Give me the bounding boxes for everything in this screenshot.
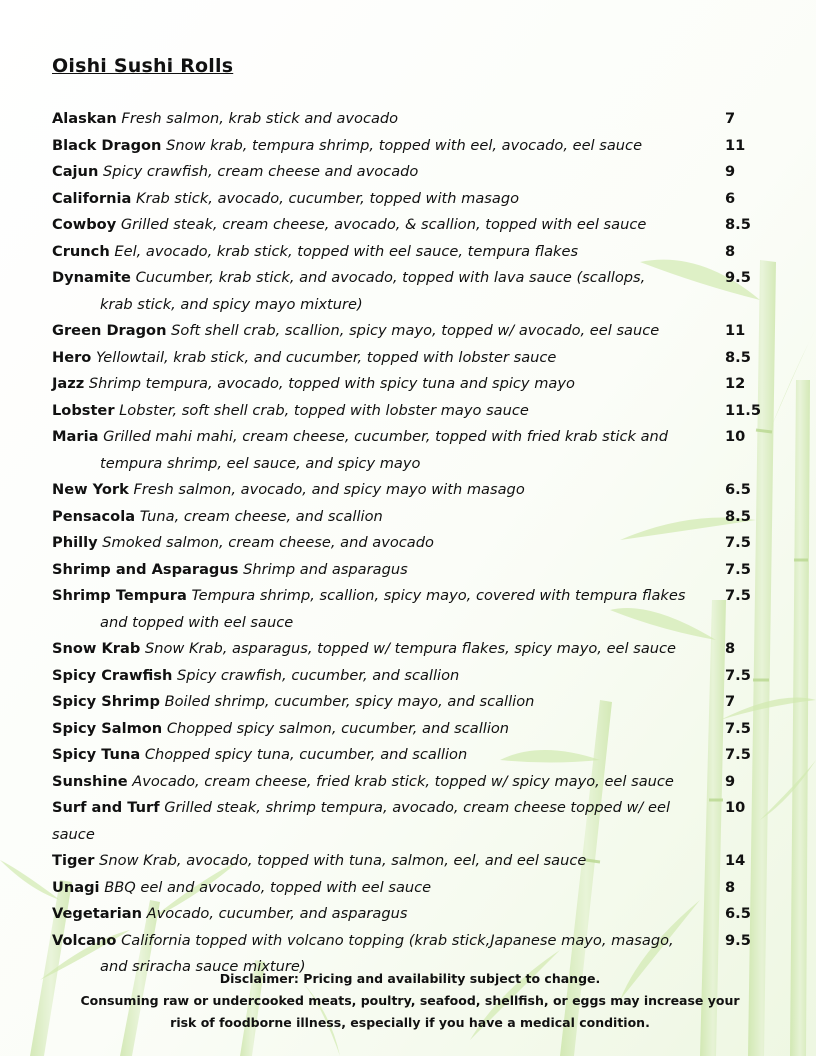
menu-item-name: Dynamite — [52, 269, 131, 286]
menu-item-price: 8.5 — [725, 216, 751, 233]
menu-item — [52, 133, 772, 160]
menu-item-description: Yellowtail, krab stick, and cucumber, topped with lobster sauce — [95, 348, 557, 366]
menu-item-text — [52, 133, 712, 160]
menu-item-text — [52, 504, 712, 531]
menu-item — [52, 530, 772, 557]
menu-item — [52, 636, 772, 663]
menu-item-name: Spicy Tuna — [52, 746, 141, 763]
menu-item — [52, 106, 772, 133]
disclaimer-line-1: Disclaimer: Pricing and availability subject to change. — [219, 971, 601, 986]
menu-item-description: Spicy crawfish, cream cheese and avocado — [102, 163, 419, 180]
menu-item-description: Snow Krab, avocado, topped with tuna, salmon, eel, and eel sauce — [99, 852, 587, 869]
menu-item-name: Surf and Turf — [52, 799, 160, 816]
menu-item-description: Grilled steak, shrimp tempura, avocado, cream cheese topped w/ eel sauce — [52, 799, 670, 843]
menu-item-text — [52, 742, 712, 769]
menu-item — [52, 557, 772, 584]
menu-item-description-continued: krab stick, and spicy mayo mixture) — [100, 295, 363, 313]
menu-item-name: Pensacola — [52, 507, 136, 525]
menu-item-text — [52, 769, 712, 796]
menu-item-price: 10 — [725, 799, 746, 816]
menu-item — [52, 742, 772, 769]
menu-item-text — [52, 239, 712, 266]
menu-item-name: California — [52, 189, 132, 207]
menu-item-description-continued: tempura shrimp, eel sauce, and spicy mayo — [100, 454, 421, 472]
menu-item-description: Chopped spicy salmon, cucumber, and scallion — [166, 719, 510, 737]
menu-item — [52, 689, 772, 716]
menu-item-description: Snow Krab, asparagus, topped w/ tempura flakes, spicy mayo, eel sauce — [144, 640, 677, 657]
menu-item-price: 12 — [725, 375, 746, 392]
menu-item — [52, 371, 772, 398]
menu-list — [52, 106, 772, 981]
menu-item-text — [52, 424, 712, 477]
menu-item-text — [52, 557, 712, 584]
menu-item-text — [52, 663, 712, 690]
menu-item-price: 11 — [725, 136, 746, 154]
menu-item-description: Boiled shrimp, cucumber, spicy mayo, and scallion — [164, 693, 535, 710]
menu-item-price: 14 — [725, 852, 746, 869]
menu-item-name: Hero — [52, 348, 92, 366]
menu-item-name: Snow Krab — [52, 640, 141, 657]
menu-item-description: Fresh salmon, avocado, and spicy mayo with masago — [133, 481, 525, 498]
menu-item-price: 7.5 — [725, 587, 751, 604]
menu-item-description: Shrimp tempura, avocado, topped with spicy tuna and spicy mayo — [88, 375, 575, 392]
disclaimer-line-2: Consuming raw or undercooked meats, poultry, seafood, shellfish, or eggs may increase your — [80, 993, 740, 1008]
menu-item-name: Cajun — [52, 163, 99, 180]
menu-item-price: 9 — [725, 163, 736, 180]
menu-item-name: Vegetarian — [52, 905, 142, 922]
menu-item-description: Shrimp and asparagus — [243, 560, 408, 578]
menu-item-description: BBQ eel and avocado, topped with eel sauce — [104, 878, 432, 896]
menu-item — [52, 663, 772, 690]
menu-item — [52, 769, 772, 796]
menu-item-price: 7.5 — [725, 746, 751, 763]
menu-item-description: Smoked salmon, cream cheese, and avocado — [102, 534, 434, 551]
menu-item-text — [52, 689, 712, 716]
menu-item-text — [52, 636, 712, 663]
menu-item — [52, 504, 772, 531]
menu-item-text — [52, 345, 712, 372]
menu-item-description: Tempura shrimp, scallion, spicy mayo, covered with tempura flakes — [191, 587, 686, 604]
menu-item-price: 10 — [725, 428, 746, 445]
menu-item-description: Soft shell crab, scallion, spicy mayo, topped w/ avocado, eel sauce — [171, 322, 660, 339]
menu-item-text — [52, 186, 712, 213]
menu-item-price: 9.5 — [725, 931, 751, 949]
menu-item-description: Spicy crawfish, cucumber, and scallion — [176, 666, 460, 684]
menu-item — [52, 795, 772, 848]
menu-item — [52, 848, 772, 875]
menu-item-name: Unagi — [52, 878, 100, 896]
menu-item — [52, 875, 772, 902]
menu-item-price: 9.5 — [725, 269, 751, 286]
disclaimer-line-3: risk of foodborne illness, especially if you have a medical condition. — [170, 1015, 650, 1030]
menu-item-name: Philly — [52, 534, 98, 551]
menu-item-price: 7.5 — [725, 560, 751, 578]
menu-item-text — [52, 795, 712, 848]
menu-item-description: Lobster, soft shell crab, topped with lobster mayo sauce — [119, 401, 529, 419]
menu-item-price: 8 — [725, 242, 736, 260]
menu-item — [52, 318, 772, 345]
menu-item-description: Avocado, cucumber, and asparagus — [146, 905, 408, 922]
page-title: Oishi Sushi Rolls — [52, 55, 234, 77]
menu-item — [52, 583, 772, 636]
menu-item — [52, 239, 772, 266]
menu-item-text — [52, 106, 712, 133]
menu-item-description: Fresh salmon, krab stick and avocado — [121, 110, 399, 127]
menu-item-price: 7 — [725, 110, 736, 127]
menu-item-text — [52, 716, 712, 743]
menu-item-price: 7.5 — [725, 666, 751, 684]
menu-item-name: Green Dragon — [52, 322, 167, 339]
menu-item-description: Avocado, cream cheese, fried krab stick, topped w/ spicy mayo, eel sauce — [132, 772, 674, 790]
menu-item-price: 8 — [725, 878, 736, 896]
menu-item — [52, 159, 772, 186]
menu-item-text — [52, 901, 712, 928]
menu-item — [52, 901, 772, 928]
menu-item-name: Spicy Crawfish — [52, 666, 173, 684]
menu-item-description: Cucumber, krab stick, and avocado, topped with lava sauce (scallops, — [135, 269, 646, 286]
menu-item-text — [52, 159, 712, 186]
menu-item-text — [52, 318, 712, 345]
menu-item — [52, 424, 772, 477]
menu-item-price: 7.5 — [725, 719, 751, 737]
menu-item — [52, 265, 772, 318]
menu-item-price: 8.5 — [725, 507, 751, 525]
menu-item-text — [52, 530, 712, 557]
menu-item — [52, 716, 772, 743]
menu-item-name: Sunshine — [52, 772, 128, 790]
menu-item-price: 6.5 — [725, 905, 751, 922]
menu-item-price: 8.5 — [725, 348, 751, 366]
menu-item-text — [52, 212, 712, 239]
menu-item-price: 7 — [725, 693, 736, 710]
menu-item-price: 11.5 — [725, 401, 762, 419]
menu-item-description: California topped with volcano topping (krab stick,Japanese mayo, masago, — [121, 931, 674, 949]
menu-item-description-continued: and topped with eel sauce — [100, 613, 294, 631]
menu-item-description: Tuna, cream cheese, and scallion — [139, 507, 383, 525]
menu-item-name: Spicy Shrimp — [52, 693, 160, 710]
menu-item-name: New York — [52, 481, 129, 498]
menu-item-text — [52, 875, 712, 902]
menu-item — [52, 398, 772, 425]
menu-item-text — [52, 477, 712, 504]
menu-item-price: 8 — [725, 640, 736, 657]
menu-item-name: Jazz — [52, 375, 85, 392]
menu-item-text — [52, 398, 712, 425]
menu-item-name: Volcano — [52, 931, 117, 949]
menu-item-price: 6 — [725, 189, 736, 207]
menu-item-text — [52, 265, 712, 318]
menu-item — [52, 345, 772, 372]
menu-item-description: Grilled steak, cream cheese, avocado, & scallion, topped with eel sauce — [120, 216, 647, 233]
menu-item-name: Cowboy — [52, 216, 117, 233]
menu-item-name: Shrimp and Asparagus — [52, 560, 239, 578]
menu-item-price: 7.5 — [725, 534, 751, 551]
menu-item-text — [52, 371, 712, 398]
menu-item-price: 9 — [725, 772, 736, 790]
menu-item-name: Alaskan — [52, 110, 117, 127]
menu-item-price: 6.5 — [725, 481, 751, 498]
menu-item-name: Shrimp Tempura — [52, 587, 187, 604]
menu-item-description-continued: and sriracha sauce mixture) — [100, 958, 306, 975]
menu-item-description: Grilled mahi mahi, cream cheese, cucumber, topped with fried krab stick and — [103, 428, 669, 445]
menu-item-name: Tiger — [52, 852, 95, 869]
menu-item-text — [52, 583, 712, 636]
menu-item-description: Krab stick, avocado, cucumber, topped with masago — [136, 189, 520, 207]
disclaimer — [60, 968, 760, 1034]
menu-item-name: Black Dragon — [52, 136, 162, 154]
menu-item-price: 11 — [725, 322, 746, 339]
menu-item-name: Maria — [52, 428, 99, 445]
menu-item-description: Chopped spicy tuna, cucumber, and scallion — [144, 746, 468, 763]
menu-item-description: Eel, avocado, krab stick, topped with eel sauce, tempura flakes — [114, 242, 579, 260]
menu-item-name: Crunch — [52, 242, 110, 260]
menu-item — [52, 186, 772, 213]
menu-item-name: Spicy Salmon — [52, 719, 163, 737]
menu-item-name: Lobster — [52, 401, 115, 419]
menu-item-text — [52, 848, 712, 875]
menu-item-description: Snow krab, tempura shrimp, topped with eel, avocado, eel sauce — [166, 136, 643, 154]
menu-item — [52, 212, 772, 239]
menu-item — [52, 477, 772, 504]
